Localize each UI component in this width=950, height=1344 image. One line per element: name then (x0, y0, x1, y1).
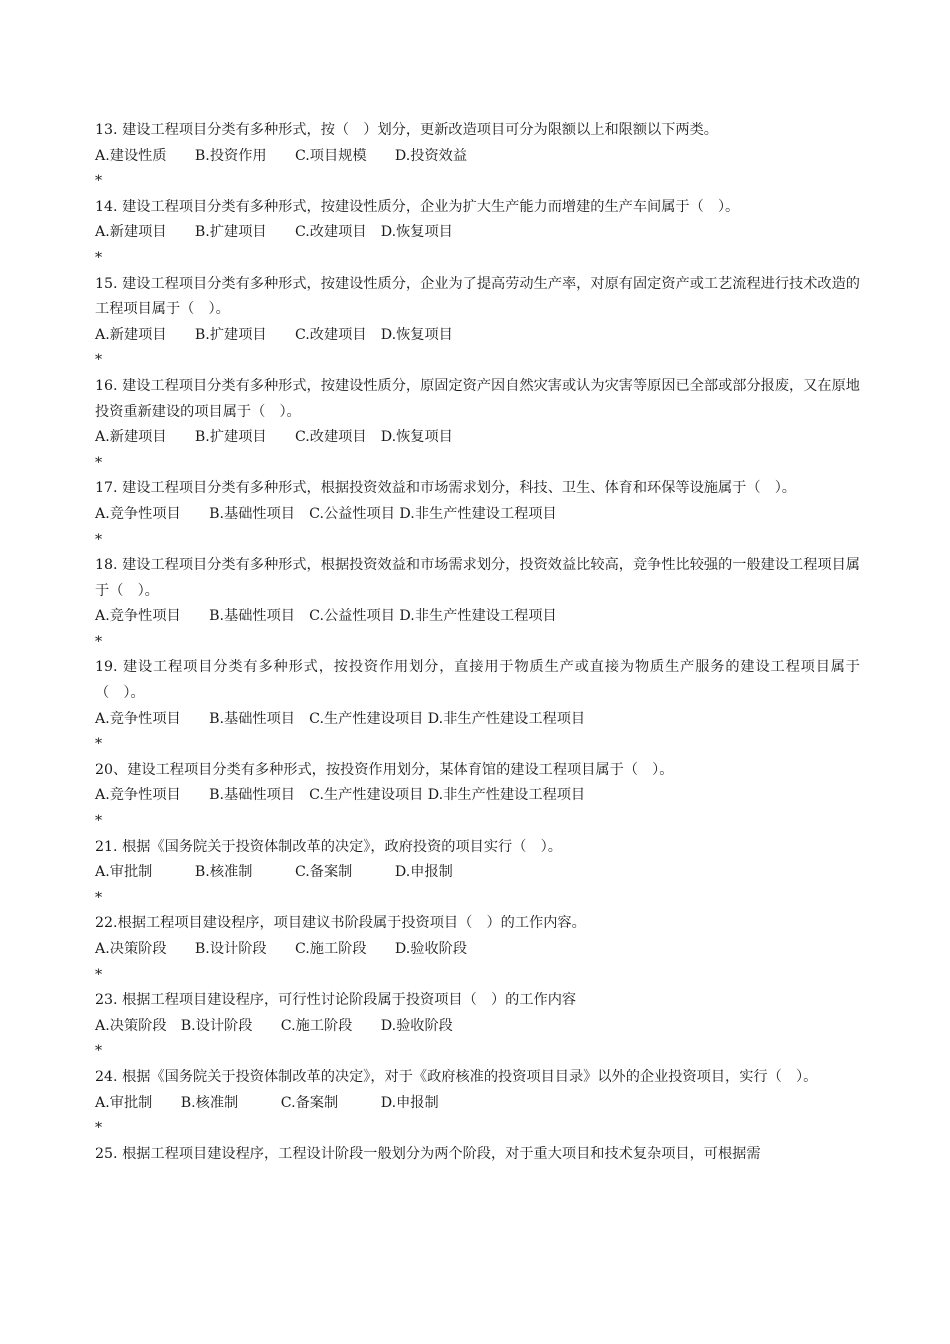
question-stem: 17. 建设工程项目分类有多种形式，根据投资效益和市场需求划分，科技、卫生、体育和环保等设施属于（ ）。 (95, 480, 796, 497)
separator: * (95, 813, 103, 830)
separator: * (95, 966, 103, 983)
question-options: A.新建项目 B.扩建项目 C.改建项目 D.恢复项目 (95, 429, 453, 446)
question-options: A.审批制 B.核准制 C.备案制 D.申报制 (95, 1094, 439, 1111)
question-stem: 22.根据工程项目建设程序，项目建议书阶段属于投资项目（ ）的工作内容。 (95, 915, 586, 932)
question-stem: 25. 根据工程项目建设程序，工程设计阶段一般划分为两个阶段，对于重大项目和技术复杂项目，可根据需 (95, 1145, 761, 1162)
question-stem: 19. 建设工程项目分类有多种形式，按投资作用划分，直接用于物质生产或直接为物质生产服务的建设工程项目属于（ ）。 (95, 659, 860, 702)
question-stem: 16. 建设工程项目分类有多种形式，按建设性质分，原固定资产因自然灾害或认为灾害等原因已全部或部分报废，又在原地投资重新建设的项目属于（ ）。 (95, 377, 860, 420)
question-stem: 14. 建设工程项目分类有多种形式，按建设性质分，企业为扩大生产能力而增建的生产车间属于（ ）。 (95, 198, 740, 215)
question-options: A.决策阶段 B.设计阶段 C.施工阶段 D.验收阶段 (95, 1017, 453, 1034)
question-stem: 18. 建设工程项目分类有多种形式，根据投资效益和市场需求划分，投资效益比较高，竞争性比较强的一般建设工程项目属于（ ）。 (95, 557, 860, 599)
question-17 (95, 476, 860, 553)
question-24 (95, 1065, 860, 1142)
question-options: A.新建项目 B.扩建项目 C.改建项目 D.恢复项目 (95, 326, 453, 343)
question-13 (95, 118, 860, 195)
question-options: A.竞争性项目 B.基础性项目 C.生产性建设项目 D.非生产性建设工程项目 (95, 710, 586, 727)
question-stem: 13. 建设工程项目分类有多种形式，按（ ）划分，更新改造项目可分为限额以上和限额以下两类。 (95, 122, 718, 138)
question-15 (95, 272, 860, 374)
question-16 (95, 374, 860, 476)
separator: * (95, 889, 103, 906)
question-stem: 23. 根据工程项目建设程序，可行性讨论阶段属于投资项目（ ）的工作内容 (95, 992, 577, 1009)
question-options: A.建设性质 B.投资作用 C.项目规模 D.投资效益 (95, 147, 468, 164)
question-23 (95, 988, 860, 1065)
document-page (95, 118, 860, 1167)
separator: * (95, 173, 103, 190)
question-options: A.新建项目 B.扩建项目 C.改建项目 D.恢复项目 (95, 224, 453, 241)
question-options: A.竞争性项目 B.基础性项目 C.公益性项目 D.非生产性建设工程项目 (95, 505, 557, 522)
question-22 (95, 911, 860, 988)
question-options: A.竞争性项目 B.基础性项目 C.生产性建设项目 D.非生产性建设工程项目 (95, 787, 586, 804)
separator: * (95, 633, 103, 650)
question-14 (95, 195, 860, 272)
separator: * (95, 352, 103, 369)
question-18 (95, 553, 860, 655)
question-21 (95, 835, 860, 912)
question-stem: 21. 根据《国务院关于投资体制改革的决定》，政府投资的项目实行（ ）。 (95, 838, 562, 855)
separator: * (95, 454, 103, 471)
separator: * (95, 1120, 103, 1137)
question-options: A.决策阶段 B.设计阶段 C.施工阶段 D.验收阶段 (95, 941, 468, 957)
question-options: A.审批制 B.核准制 C.备案制 D.申报制 (95, 864, 453, 881)
separator: * (95, 1043, 103, 1060)
question-19 (95, 655, 860, 757)
separator: * (95, 736, 103, 753)
question-stem: 20、建设工程项目分类有多种形式，按投资作用划分，某体育馆的建设工程项目属于（ ）。 (95, 761, 674, 778)
question-20 (95, 758, 860, 835)
question-stem: 24. 根据《国务院关于投资体制改革的决定》，对于《政府核准的投资项目目录》以外的企业投资项目，实行（ ）。 (95, 1068, 818, 1085)
question-stem: 15. 建设工程项目分类有多种形式，按建设性质分，企业为了提高劳动生产率，对原有固定资产或工艺流程进行技术改造的工程项目属于（ ）。 (95, 275, 860, 318)
question-25 (95, 1142, 860, 1168)
separator: * (95, 249, 103, 266)
question-options: A.竞争性项目 B.基础性项目 C.公益性项目 D.非生产性建设工程项目 (95, 608, 557, 625)
separator: * (95, 531, 103, 548)
